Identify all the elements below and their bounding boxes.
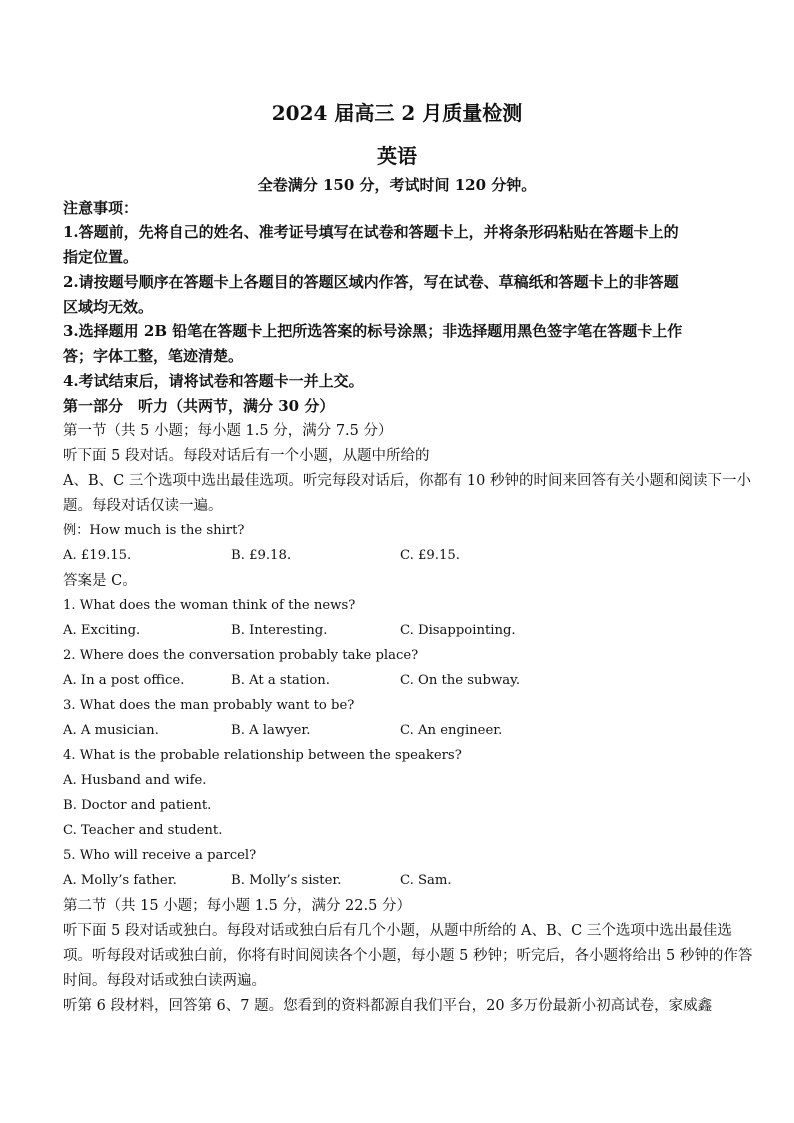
- question-1-option-b: B. Interesting.: [231, 623, 328, 638]
- question-4: 4. What is the probable relationship between the speakers?: [63, 748, 462, 763]
- question-3: 3. What does the man probably want to be?: [63, 698, 355, 713]
- section1-heading: 第一节（共 5 小题；每小题 1.5 分，满分 7.5 分）: [63, 423, 393, 439]
- question-2-option-b: B. At a station.: [231, 673, 330, 688]
- question-1-option-a: A. Exciting.: [63, 623, 141, 638]
- section2-instruction: 听下面 5 段对话或独白。每段对话或独白后有几个小题，从题中所给的 A、B、C 三个选项中选出最佳选: [63, 923, 732, 939]
- notes-line: 指定位置。: [63, 248, 139, 266]
- example-option-c: C. £9.15.: [400, 548, 460, 563]
- question-1: 1. What does the woman think of the news?: [63, 598, 356, 613]
- subject-title: 英语: [377, 144, 417, 168]
- notes-heading: 注意事项：: [63, 199, 139, 217]
- question-2: 2. Where does the conversation probably take place?: [63, 648, 419, 663]
- notes-line: 4.考试结束后，请将试卷和答题卡一并上交。: [63, 372, 364, 390]
- question-3-option-b: B. A lawyer.: [231, 723, 311, 738]
- question-4-option-a: A. Husband and wife.: [63, 773, 207, 788]
- material-6-line: 听第 6 段材料，回答第 6、7 题。您看到的资料都源自我们平台，20 多万份最新小初高试卷，家威鑫: [63, 998, 713, 1014]
- part1-heading: 第一部分 听力（共两节，满分 30 分）: [63, 397, 335, 415]
- section2-instruction: 项。听每段对话或独白前，你将有时间阅读各个小题，每小题 5 秒钟；听完后，各小题将给出 5 秒钟的作答: [63, 948, 753, 964]
- question-3-option-a: A. A musician.: [63, 723, 159, 738]
- section1-instruction: 听下面 5 段对话。每段对话后有一个小题，从题中所给的: [63, 448, 430, 464]
- question-2-option-c: C. On the subway.: [400, 673, 521, 688]
- notes-line: 2.请按题号顺序在答题卡上各题目的答题区域内作答，写在试卷、草稿纸和答题卡上的非答题: [63, 273, 679, 291]
- example-question: 例：How much is the shirt?: [63, 523, 245, 538]
- section1-instruction: A、B、C 三个选项中选出最佳选项。听完每段对话后，你都有 10 秒钟的时间来回答有关小题和阅读下一小: [63, 473, 751, 489]
- section1-instruction: 题。每段对话仅读一遍。: [63, 498, 223, 514]
- question-5: 5. Who will receive a parcel?: [63, 848, 257, 863]
- score-info: 全卷满分 150 分，考试时间 120 分钟。: [257, 176, 537, 194]
- question-4-option-b: B. Doctor and patient.: [63, 798, 212, 813]
- section2-heading: 第二节（共 15 小题；每小题 1.5 分，满分 22.5 分）: [63, 898, 411, 914]
- notes-line: 区域均无效。: [63, 298, 154, 316]
- notes-line: 1.答题前，先将自己的姓名、准考证号填写在试卷和答题卡上，并将条形码粘贴在答题卡上的: [63, 223, 679, 241]
- question-4-option-c: C. Teacher and student.: [63, 823, 223, 838]
- question-5-option-b: B. Molly’s sister.: [231, 873, 342, 888]
- question-2-option-a: A. In a post office.: [63, 673, 185, 688]
- section2-instruction: 时间。每段对话或独白读两遍。: [63, 973, 266, 989]
- exam-title: 2024 届高三 2 月质量检测: [271, 101, 523, 125]
- question-5-option-a: A. Molly’s father.: [63, 873, 177, 888]
- example-option-a: A. £19.15.: [63, 548, 132, 563]
- notes-line: 3.选择题用 2B 铅笔在答题卡上把所选答案的标号涂黑；非选择题用黑色签字笔在答题卡上作: [63, 322, 683, 340]
- example-answer: 答案是 C。: [63, 573, 137, 589]
- question-5-option-c: C. Sam.: [400, 873, 452, 888]
- question-3-option-c: C. An engineer.: [400, 723, 503, 738]
- notes-line: 答；字体工整，笔迹清楚。: [63, 347, 244, 365]
- question-1-option-c: C. Disappointing.: [400, 623, 516, 638]
- example-option-b: B. £9.18.: [231, 548, 292, 563]
